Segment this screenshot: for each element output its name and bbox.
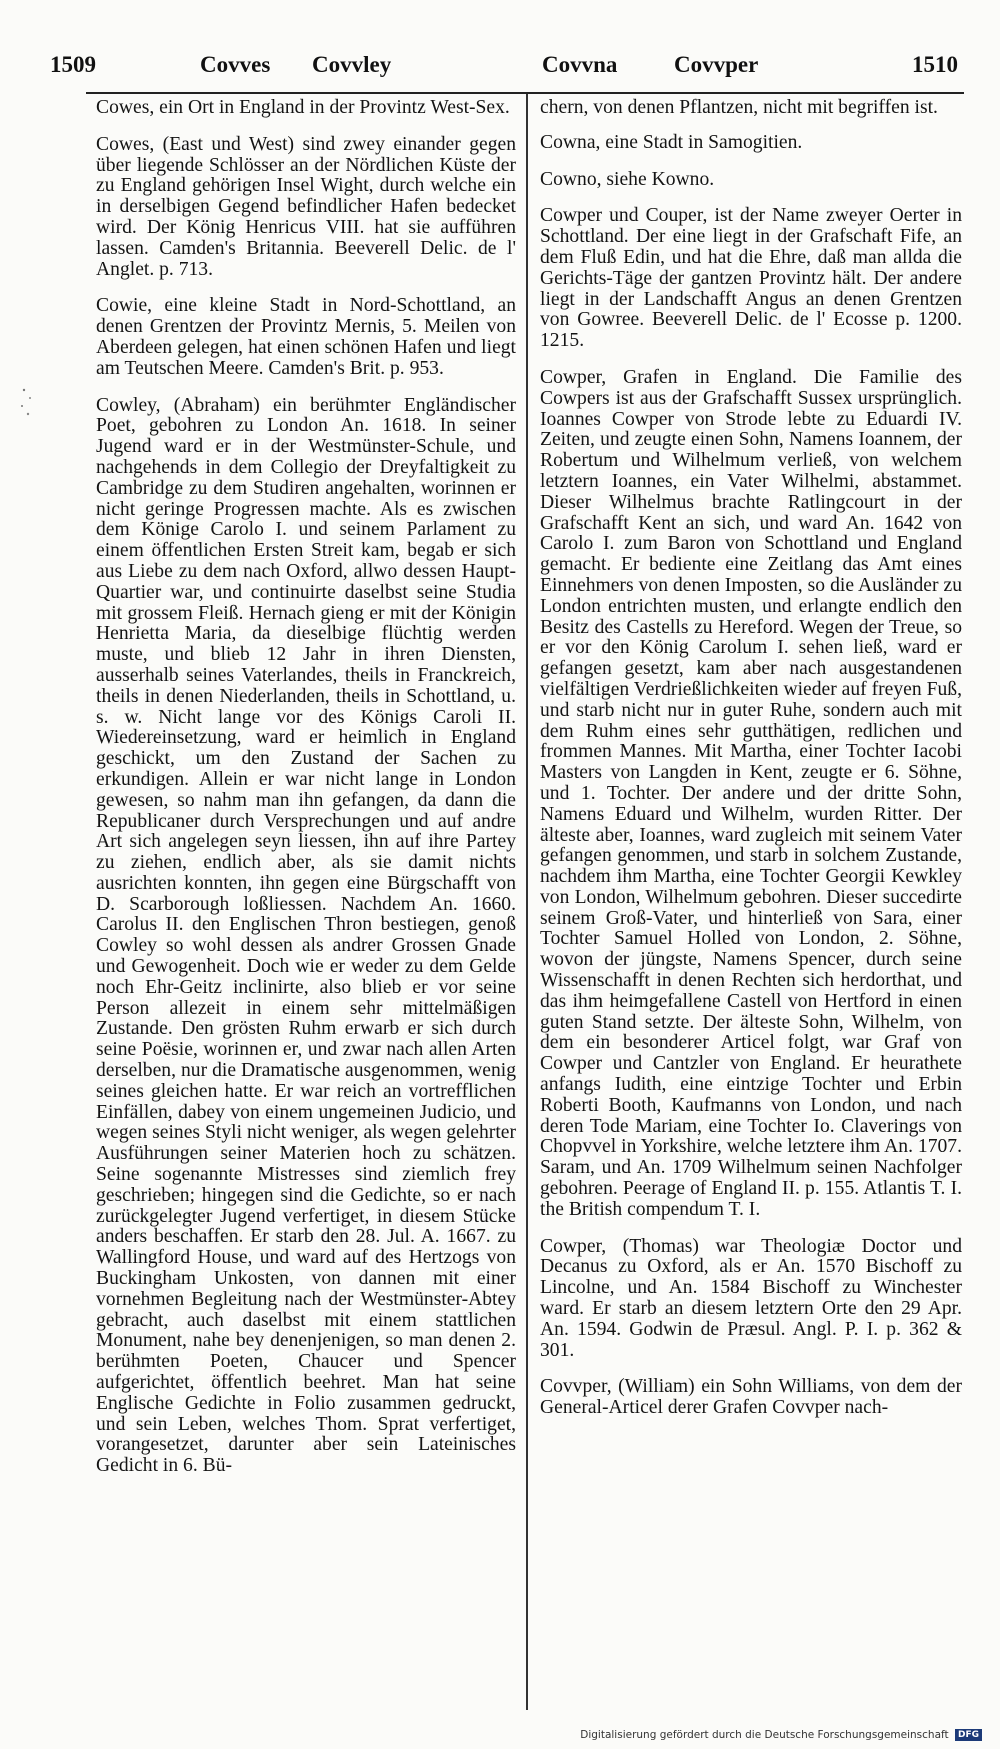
header-rule (86, 92, 964, 94)
entry-cowna: Cowna, eine Stadt in Samogitien. (540, 131, 803, 153)
entry-continuation: chern, von denen Pflantzen, nicht mit begriffen ist. (540, 97, 938, 118)
entry-cowper-thomas: Cowper, (Thomas) war Theologiæ Doctor und Decanus zu Oxford, als er An. 1570 Bischoff zu Lincolne, und An. 1584 Bischoff zu Winchester ward. Er starb an diesem letztern Orte den 29 Apr. An. 1594. Godwin de Præsul. Angl. P. I. p. 362 & 301. (540, 1235, 962, 1361)
right-catchword-1: Covvna (542, 52, 618, 77)
entry-cowper-grafen: Cowper, Grafen in England. Die Familie des Cowpers ist aus der Grafschafft Sussex ursprünglich. Ioannes Cowper von Strode lebte zu Eduardi IV. Zeiten, und zeugte einen Sohn, Namens Ioannem, der Robertum und Wilhelmum verließ, von welchem letztern Ioannes, ein Vater Wilhelmi, abstammet. Dieser Wilhelmus brachte Ratlingcourt in der Grafschafft Kent an sich, und ward An. 1642 von Carolo I. zum Baron von Schottland und England gemacht. Er bediente eine Zeitlang das Amt eines Einnehmers von denen Imposten, so die Ausländer zu London entrichten musten, und erlangte endlich den Besitz des Castells zu Hereford. Wegen der Treue, so er vor den König Carolum I. sehen ließ, ward er gefangen gesetzt, kam aber nach ausgestandenen vielfältigen Verdrießlichkeiten wieder auf freyen Fuß, und starb nicht nur in guter Ruhe, sondern auch mit dem Ruhm eines sehr gutthätigen, redlichen und frommen Mannes. Mit Martha, einer Tochter Iacobi Masters von Langden in Kent, zeugte er 6. Söhne, und 1. Tochter. Der andere und der dritte Sohn, Namens Eduard und Wilhelm, wurden Ritter. Der älteste aber, Ioannes, ward zugleich mit seinem Vater gefangen genommen, und starb in solchem Zustande, nachdem ihm Martha, eine Tochter Georgii Kewkley von London, Wilhelmum gebohren. Dieser succedirte seinem Groß-Vater, und hinterließ von Sara, einer Tochter Samuel Holled von London, 2. Söhne, wovon der jüngste, Namens Spencer, durch seine Wissenschafft in denen Rechten sich herdorthat, und das ihm heimgefallene Castell von Hertford in einen guten Stand setzte. Der älteste Sohn, Wilhelm, von dem ein besonderer Articel folgt, war Graf von Cowper und Cantzler von England. Er heurathete anfangs Iudith, eine eintzige Tochter und Erbin Roberti Booth, Kaufmanns von London, und nach deren Tode Mariam, eine Tochter Io. Claverings von Chopvvel in Yorkshire, welche letztere ihm An. 1707. Saram, und An. 1709 Wilhelmum seinen Nachfolger gebohren. Peerage of England II. p. 155. Atlantis T. I. the British compendum T. I. (540, 366, 962, 1220)
entry-cowper-couper: Cowper und Couper, ist der Name zweyer Oerter in Schottland. Der eine liegt in der Grafschaft Fife, an dem Fluß Edin, und hat die Ehre, daß man allda die Gerichts-Täge der gantzen Provintz hält. Der andere liegt in der Landschafft Angus an denen Grentzen von Gowree. Beeverell Delic. de l' Ecosse p. 1200. 1215. (540, 205, 962, 352)
column-divider (526, 94, 528, 1710)
margin-specks (16, 380, 46, 440)
entry-cowno: Cowno, siehe Kowno. (540, 168, 715, 190)
entry-cowes-place: Cowes, ein Ort in England in der Provintz West-Sex. (96, 97, 510, 118)
running-header (50, 52, 970, 88)
right-column (540, 98, 962, 1435)
digitization-credit (580, 1729, 982, 1741)
left-column (96, 98, 516, 1493)
left-page-number: 1509 (50, 52, 96, 77)
left-catchword-2: Covvley (312, 52, 392, 77)
dfg-logo: DFG (955, 1729, 982, 1741)
right-catchword-2: Covvper (674, 52, 759, 77)
entry-cowie: Cowie, eine kleine Stadt in Nord-Schottland, an denen Grentzen der Provintz Mernis, 5. Meilen von Aberdeen gelegen, hat einen schönen Hafen und liegt am Teutschen Meere. Camden's Brit. p. 953. (96, 295, 516, 379)
entry-covvper-william: Covvper, (William) ein Sohn Williams, von dem der General-Articel derer Grafen Covvper nach- (540, 1376, 962, 1419)
entry-cowes-castles: Cowes, (East und West) sind zwey einander gegen über liegende Schlösser an der Nördlichen Küste der zu England gehörigen Insel Wight, durch welche ein in derselbigen Gegend befindlicher Hafen bedecket wird. Der König Henricus VIII. hat sie aufführen lassen. Camden's Britannia. Beeverell Delic. de l' Anglet. p. 713. (96, 133, 516, 280)
left-catchword-1: Covves (200, 52, 271, 77)
right-page-number: 1510 (912, 52, 958, 77)
entry-cowley-abraham: Cowley, (Abraham) ein berühmter Engländischer Poet, gebohren zu London An. 1618. In seiner Jugend ward er in der Westmünster-Schule, und nachgehends in dem Collegio der Dreyfaltigkeit zu Cambridge zu dem Studiren angehalten, worinnen er nicht geringe Progressen machte. Als es zwischen dem Könige Carolo I. und seinem Parlament zu einem öffentlichen Ersten Streit kam, begab er sich aus Liebe zu dem nach Oxford, allwo dessen Haupt-Quartier war, und continuirte daselbst seine Studia mit grossem Fleiß. Hernach gieng er mit der Königin Henrietta Maria, da dieselbige flüchtig werden muste, und blieb 12 Jahr in ihren Diensten, ausserhalb seines Vaterlandes, theils in Franckreich, theils in denen Niederlanden, theils in Schottland, u. s. w. Nicht lange vor des Königs Caroli II. Wiedereinsetzung, ward er heimlich in England geschickt, um den Zustand der Sachen zu erkundigen. Allein er war nicht lange in London gewesen, so nahm man ihn gefangen, da dann die Republicaner durch Versprechungen und auf andre Art sich angelegen seyn liessen, ihn auf ihre Partey zu ziehen, endlich aber, als sie damit nichts ausrichten konnten, ihn gegen eine Bürgschafft von D. Scarborough loßliessen. Nachdem An. 1660. Carolus II. den Englischen Thron bestiegen, genoß Cowley so wohl dessen als andrer Grossen Gnade und Gewogenheit. Doch wie er weder zu dem Gelde noch Ehr-Geitz inclinirte, also blieb er vor seine Person allezeit in einem sehr mittelmäßigen Zustande. Den grösten Ruhm erwarb er sich durch seine Poësie, worinnen er, und zwar nach allen Arten derselben, nur die Dramatische ausgenommen, wenig seines gleichen hatte. Er war reich an vortrefflichen Einfällen, dabey von einem ungemeinen Judicio, und wegen seines Styli nicht weniger, als wegen gelehrter Ausführungen seiner Materien hoch zu schätzen. Seine sogenannte Mistresses sind ziemlich frey geschrieben; hingegen sind die Gedichte, so er nach zurückgelegter Jugend verfertiget, in diesem Stücke anders beschaffen. Er starb den 28. Jul. A. 1667. zu Wallingford House, und ward auf des Hertzogs von Buckingham Unkosten, von dannen mit einer vornehmen Begleitung nach der Westmünster-Abtey gebracht, auch daselbst mit einem stattlichen Monument, nahe bey denenjenigen, so man denen 2. berühmten Poeten, Chaucer und Spencer aufgerichtet, öffentlich beehret. Man hat seine Englische Gedichte in Folio zusammen gedruckt, und sein Leben, welches Thom. Sprat verfertiget, vorangesetzet, darunter aber sein Lateinisches Gedicht in 6. Bü- (96, 394, 516, 1477)
credit-text: Digitalisierung gefördert durch die Deutsche Forschungsgemeinschaft (580, 1729, 949, 1741)
